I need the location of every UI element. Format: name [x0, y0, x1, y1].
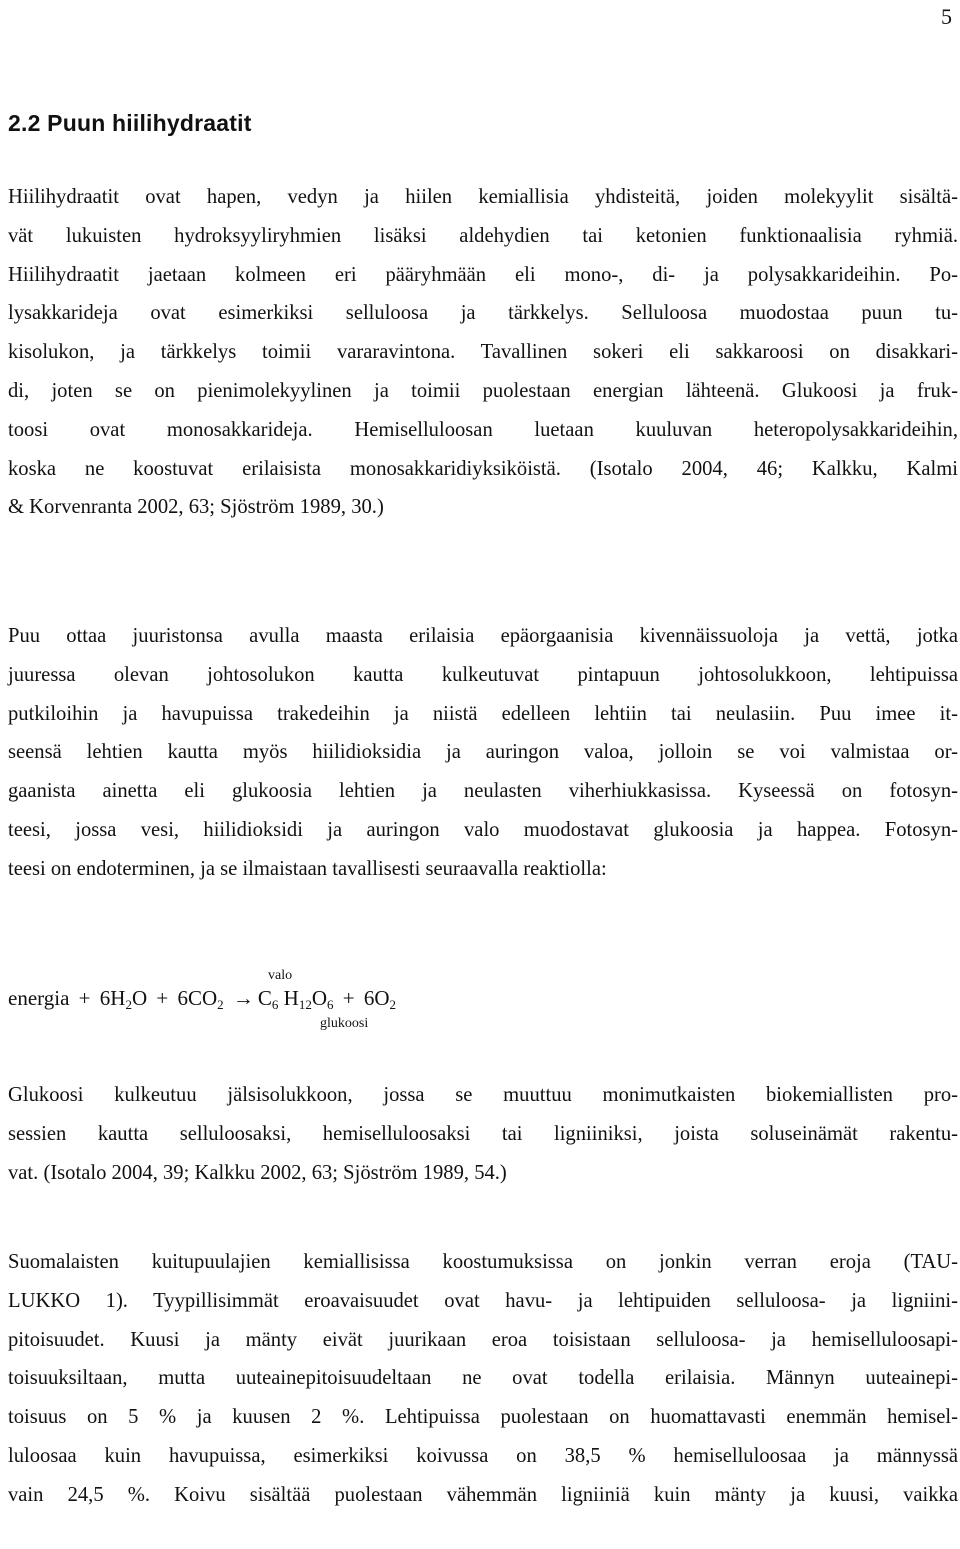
eq-glucose-o: O [311, 986, 327, 1010]
text-line: koska ne koostuvat erilaisista monosakkaridiyksiköistä. (Isotalo 2004, 46; Kalkku, Kalmi [8, 457, 958, 480]
text-line: juuressa olevan johtosolukon kautta kulkeutuvat pintapuun johtosolukkoon, lehtipuissa [8, 663, 958, 686]
text-line: Hiilihydraatit ovat hapen, vedyn ja hiilen kemiallisia yhdisteitä, joiden molekyylit sisältä- [8, 186, 958, 208]
eq-glucose-c: C [257, 986, 272, 1010]
eq-plus: + [78, 986, 91, 1010]
arrow-label-above: valo [268, 968, 293, 983]
text-line: Puu ottaa juuristonsa avulla maasta erilaisia epäorgaanisia kivennäissuoloja ja vettä, jotka [8, 625, 958, 647]
eq-water-sub: 2 [125, 997, 132, 1012]
text-line: seensä lehtien kautta myös hiilidioksidia ja auringon valoa, jolloin se voi valmistaa or- [8, 741, 958, 764]
text-line: vät lukuisten hydroksyyliryhmien lisäksi aldehydien tai ketonien funktionaalisia ryhmiä. [8, 224, 958, 247]
eq-o2-coef: 6O [363, 986, 390, 1010]
eq-plus: + [156, 986, 169, 1010]
eq-glucose-o-sub: 6 [327, 997, 334, 1012]
text-line: gaanista ainetta eli glukoosia lehtien ja neulasten viherhiukkasissa. Kyseessä on fotosyn- [8, 780, 958, 803]
paragraph-glucose-transport [8, 1076, 958, 1192]
eq-energy: energia [8, 986, 70, 1010]
eq-o2-sub: 2 [389, 997, 397, 1012]
eq-co2-coef: 6CO [177, 986, 218, 1010]
text-line: Suomalaisten kuitupuulajien kemiallisissa koostumuksissa on jonkin verran eroja (TAU- [8, 1251, 958, 1273]
page-number: 5 [941, 4, 952, 29]
text-line: toisuuksiltaan, mutta uuteainepitoisuudeltaan ne ovat todella erilaisia. Männyn uuteainepi- [8, 1367, 958, 1390]
text-line: Glukoosi kulkeutuu jälsisolukkoon, jossa se muuttuu monimutkaisten biokemiallisten pro- [8, 1084, 958, 1106]
eq-plus: + [342, 986, 355, 1010]
text-line: di, joten se on pienimolekyylinen ja toimii puolestaan energian lähteenä. Glukoosi ja fruk- [8, 379, 958, 402]
text-line: Hiilihydraatit jaetaan kolmeen eri pääryhmään eli mono-, di- ja polysakkarideihin. Po- [8, 263, 958, 286]
eq-water-coef: 6H [99, 986, 126, 1010]
text-line: lysakkarideja ovat esimerkiksi selluloosa ja tärkkelys. Selluloosa muodostaa puun tu- [8, 302, 958, 325]
text-line: LUKKO 1). Tyypillisimmät eroavaisuudet ovat havu- ja lehtipuiden selluloosa- ja ligniini- [8, 1289, 958, 1312]
equation-formula [8, 986, 396, 1013]
reaction-arrow: → [232, 986, 254, 1010]
text-line: teesi on endoterminen, ja se ilmaistaan tavallisesti seuraavalla reaktiolla: [8, 857, 607, 880]
text-line: toisuus on 5 % ja kuusen 2 %. Lehtipuissa puolestaan on huomattavasti enemmän hemisel- [8, 1406, 958, 1429]
text-line: vat. (Isotalo 2004, 39; Kalkku 2002, 63; Sjöström 1989, 54.) [8, 1161, 507, 1184]
eq-glucose-h-sub: 12 [298, 997, 312, 1012]
text-line: kisolukon, ja tärkkelys toimii vararavintona. Tavallinen sokeri eli sakkaroosi on disakkari- [8, 341, 958, 364]
text-line: pitoisuudet. Kuusi ja mänty eivät juurikaan eroa toisistaan selluloosa- ja hemiselluloosapi- [8, 1328, 958, 1351]
paragraph-wood-composition [8, 1243, 958, 1515]
text-line: & Korvenranta 2002, 63; Sjöström 1989, 30.) [8, 496, 384, 519]
paragraph-photosynthesis [8, 617, 958, 889]
photosynthesis-equation [8, 966, 528, 1036]
text-line: luloosaa kuin havupuissa, esimerkiksi koivussa on 38,5 % hemiselluloosaa ja männyssä [8, 1444, 958, 1467]
eq-water-tail: O [131, 986, 148, 1010]
paragraph-carbohydrates [8, 178, 958, 527]
eq-glucose-c-sub: 6 [271, 997, 279, 1012]
text-line: teesi, jossa vesi, hiilidioksidi ja auringon valo muodostavat glukoosia ja happea. Fotosyn- [8, 818, 958, 841]
eq-glucose-h: H [283, 986, 299, 1010]
text-line: sessien kautta selluloosaksi, hemiselluloosaksi tai ligniiniksi, joista soluseinämät rakentu- [8, 1122, 958, 1145]
eq-co2-sub: 2 [217, 997, 224, 1012]
text-line: putkiloihin ja havupuissa trakedeihin ja niistä edelleen lehtiin tai neulasiin. Puu imee it- [8, 702, 958, 725]
arrow-label-below: glukoosi [320, 1016, 369, 1031]
text-line: toosi ovat monosakkarideja. Hemiselluloosan luetaan kuuluvan heteropolysakkarideihin, [8, 418, 958, 441]
text-line: vain 24,5 %. Koivu sisältää puolestaan vähemmän ligniiniä kuin mänty ja kuusi, vaikka [8, 1483, 958, 1506]
section-heading: 2.2 Puun hiilihydraatit [8, 110, 252, 136]
